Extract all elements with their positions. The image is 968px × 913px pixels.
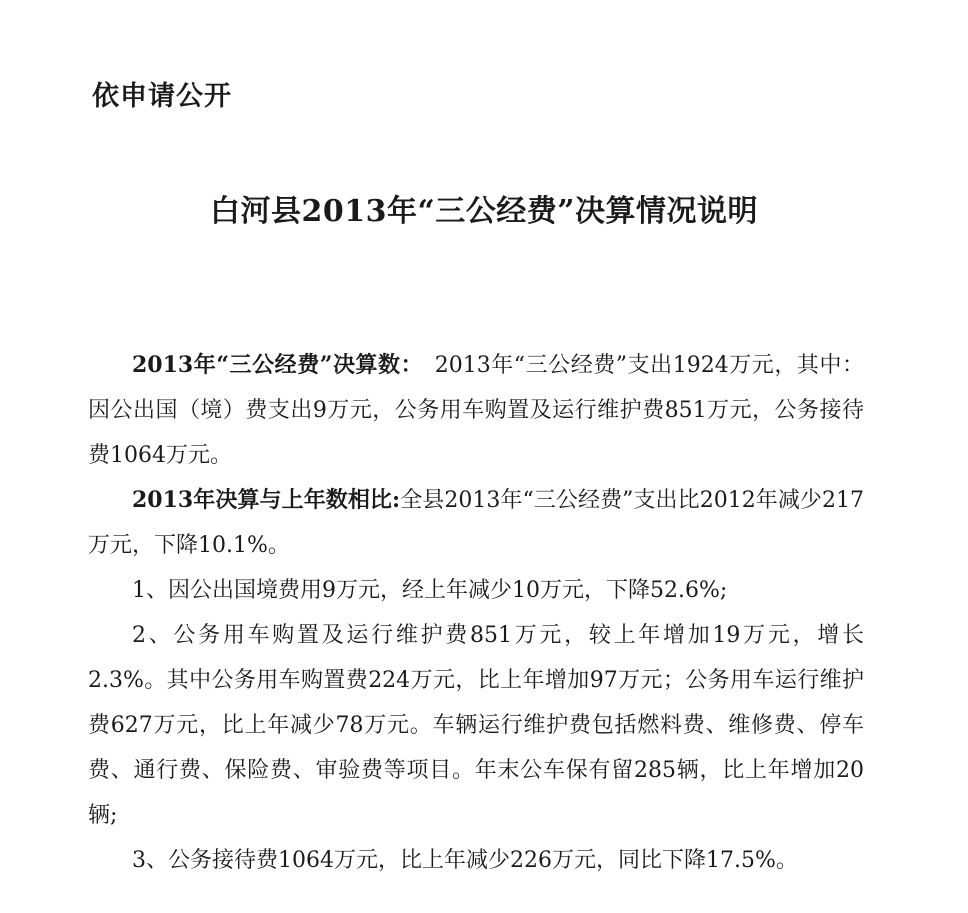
document-title: 白河县2013年“三公经费”决算情况说明: [209, 194, 758, 229]
paragraph-item-1: [88, 568, 864, 613]
paragraph-text: 3、公务接待费1064万元，比上年减少226万元，同比下降17.5%。: [132, 848, 798, 873]
paragraph-summary: [88, 343, 864, 478]
document-body: [88, 343, 864, 883]
paragraph-lead: 2013年“三公经费”决算数：: [132, 352, 413, 378]
disclosure-category: 依申请公开: [92, 81, 232, 112]
paragraph-item-3: [88, 838, 864, 883]
paragraph-text: 1、因公出国境费用9万元，经上年减少10万元，下降52.6%;: [132, 578, 728, 603]
paragraph-text: 2013年“三公经费”支出1924万元，其中：因公出国（境）费支出9万元，公务用车购置及运行维护费851万元，公务接待费1064万元。: [88, 353, 864, 468]
paragraph-text: 全县2013年“三公经费”支出比2012年减少217万元，下降10.1%。: [88, 488, 864, 558]
paragraph-item-2: [88, 613, 864, 838]
paragraph-comparison: [88, 478, 864, 568]
paragraph-text: 2、公务用车购置及运行维护费851万元，较上年增加19万元，增长2.3%。其中公务用车购置费224万元，比上年增加97万元；公务用车运行维护费627万元，比上年减少78万元。车辆运行维护费包括燃料费、维修费、停车费、通行费、保险费、审验费等项目。年末公车保有留285辆，比上年增加20辆;: [88, 623, 864, 828]
paragraph-lead: 2013年决算与上年数相比:: [132, 487, 401, 513]
